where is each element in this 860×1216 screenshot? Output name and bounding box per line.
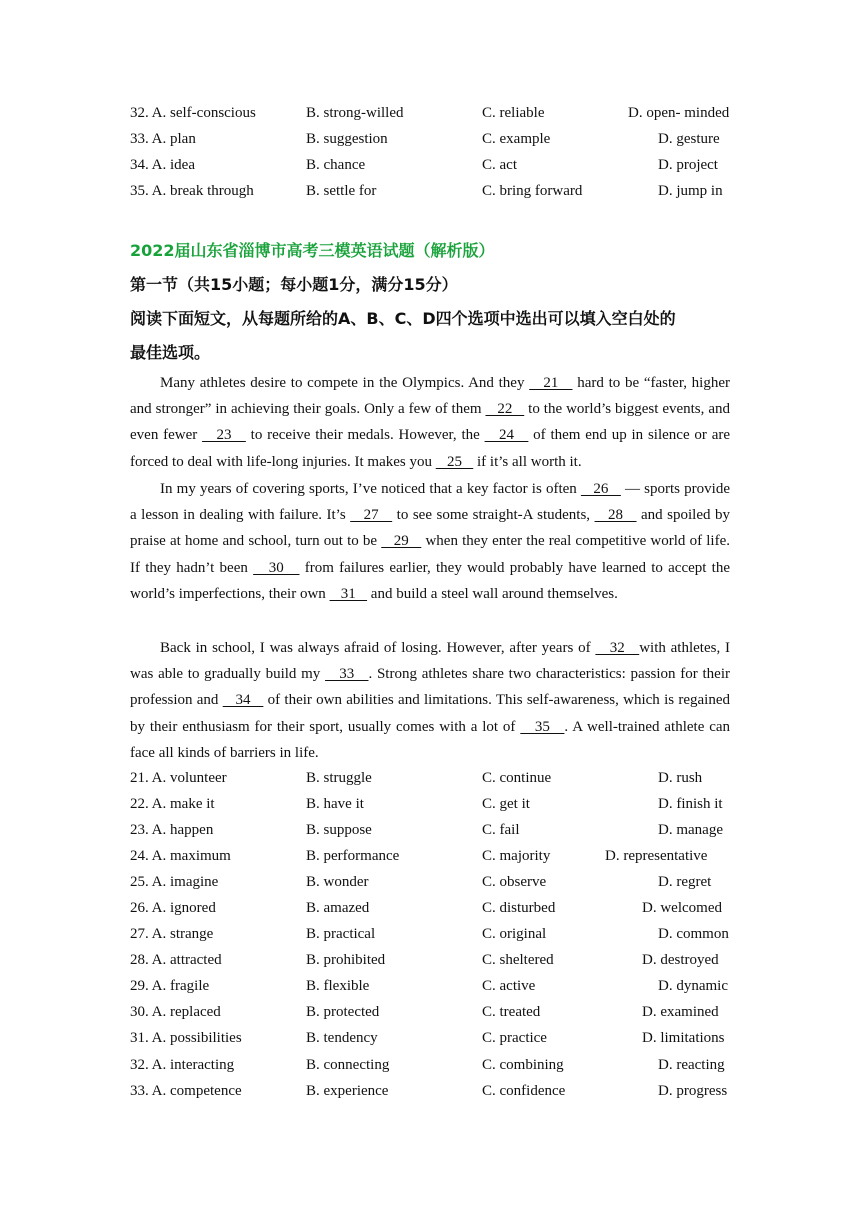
option-d: D. reacting — [658, 1057, 725, 1073]
option-c: C. observe — [482, 874, 547, 890]
option-row-23 — [0, 817, 860, 843]
blank-34: 34 — [222, 692, 264, 709]
option-row-25 — [0, 869, 860, 895]
option-a: 21. A. volunteer — [130, 770, 227, 786]
option-d: D. dynamic — [658, 978, 728, 994]
option-row-32 — [0, 1052, 860, 1078]
option-b: B. suggestion — [306, 131, 388, 147]
option-a: 27. A. strange — [130, 926, 214, 942]
option-c: C. fail — [482, 822, 520, 838]
option-a: 29. A. fragile — [130, 978, 210, 994]
passage-paragraph-1: Many athletes desire to compete in the Olympics. And they 21 hard to be “faster, higher and stronger” in achieving their goals. Only a few of them 22 to the world’s biggest events, and even fewer 23 to receive their medals. However, the 24 of them end up in silence or are forced to deal with life-long injuries. It makes you 25 if it’s all worth it. — [130, 375, 731, 470]
option-row-31 — [0, 1025, 860, 1051]
instruction-line-1: 阅读下面短文，从每题所给的A、B、C、D四个选项中选出可以填入空白处的 — [130, 309, 676, 328]
option-row-top-33 — [0, 126, 860, 152]
option-d: D. project — [658, 157, 718, 173]
blank-24: 24 — [484, 427, 529, 444]
option-row-33 — [0, 1078, 860, 1104]
option-b: B. protected — [306, 1004, 380, 1020]
option-row-29 — [0, 973, 860, 999]
option-c: C. get it — [482, 796, 530, 812]
option-b: B. performance — [306, 848, 400, 864]
option-d: D. limitations — [642, 1030, 725, 1046]
blank-22: 22 — [485, 401, 525, 418]
option-b: B. strong-willed — [306, 105, 404, 121]
blank-29: 29 — [381, 533, 422, 550]
option-b: B. amazed — [306, 900, 370, 916]
option-c: C. active — [482, 978, 536, 994]
option-d: D. regret — [658, 874, 712, 890]
blank-31: 31 — [329, 585, 368, 602]
option-b: B. suppose — [306, 822, 372, 838]
option-c: C. combining — [482, 1057, 564, 1073]
option-c: C. continue — [482, 770, 552, 786]
option-a: 22. A. make it — [130, 796, 215, 812]
option-d: D. rush — [658, 770, 703, 786]
option-row-26 — [0, 895, 860, 921]
option-row-top-34 — [0, 152, 860, 178]
option-c: C. disturbed — [482, 900, 556, 916]
option-c: C. example — [482, 131, 551, 147]
option-a: 28. A. attracted — [130, 952, 222, 968]
option-d: D. open- minded — [628, 105, 730, 121]
option-b: B. prohibited — [306, 952, 386, 968]
option-b: B. tendency — [306, 1030, 378, 1046]
option-c: C. act — [482, 157, 517, 173]
passage-paragraph-2: In my years of covering sports, I’ve noticed that a key factor is often 26 — sports provide a lesson in dealing with failure. It’s 27 to see some straight-A students, 28 and spoiled by praise at home and school, turn out to be 29 when they enter the real competitive world of life. If they hadn’t been 30 from failures earlier, they would probably have learned to accept the world’s imperfections, their own 31 and build a steel wall around themselves. — [130, 481, 731, 602]
option-c: C. reliable — [482, 105, 545, 121]
option-c: C. confidence — [482, 1083, 566, 1099]
option-c: C. original — [482, 926, 547, 942]
option-b: B. experience — [306, 1083, 389, 1099]
option-d: D. manage — [658, 822, 723, 838]
option-c: C. majority — [482, 848, 551, 864]
blank-26: 26 — [580, 481, 621, 497]
option-d: D. finish it — [658, 796, 723, 812]
blank-30: 30 — [253, 559, 300, 576]
blank-33: 33 — [325, 666, 369, 683]
option-d: D. gesture — [658, 131, 720, 147]
option-a: 33. A. plan — [130, 131, 196, 147]
option-d: D. representative — [605, 848, 708, 864]
option-a: 34. A. idea — [130, 157, 195, 173]
option-a: 25. A. imagine — [130, 874, 219, 890]
blank-28: 28 — [594, 507, 637, 524]
passage-paragraph-3: Back in school, I was always afraid of losing. However, after years of 32 with athletes, I was able to gradually build my 33 . Strong athletes share two characteristics: passion for their profession and 34 of their own abilities and limitations. This self-awareness, which is regained by their enthusiasm for their sport, usually comes with a lot of 35 . A well-trained athlete can face all kinds of barriers in life. — [130, 640, 731, 761]
option-a: 26. A. ignored — [130, 900, 216, 916]
option-row-30 — [0, 999, 860, 1025]
option-b: B. settle for — [306, 183, 377, 199]
option-d: D. examined — [642, 1004, 719, 1020]
option-c: C. treated — [482, 1004, 541, 1020]
option-b: B. have it — [306, 796, 364, 812]
option-row-28 — [0, 947, 860, 973]
option-c: C. sheltered — [482, 952, 554, 968]
option-a: 23. A. happen — [130, 822, 214, 838]
blank-21: 21 — [529, 375, 573, 391]
option-b: B. practical — [306, 926, 376, 942]
option-row-top-35 — [0, 178, 860, 204]
option-row-21 — [0, 765, 860, 791]
section-header: 第一节（共15小题；每小题1分，满分15分） — [130, 275, 458, 294]
blank-35: 35 — [520, 718, 565, 735]
blank-32: 32 — [595, 640, 640, 656]
option-b: B. flexible — [306, 978, 370, 994]
option-a: 33. A. competence — [130, 1083, 242, 1099]
option-d: D. progress — [658, 1083, 728, 1099]
blank-27: 27 — [350, 507, 393, 524]
option-row-top-32 — [0, 100, 860, 126]
option-a: 24. A. maximum — [130, 848, 231, 864]
option-row-22 — [0, 791, 860, 817]
option-row-24 — [0, 843, 860, 869]
option-a: 35. A. break through — [130, 183, 254, 199]
option-d: D. welcomed — [642, 900, 722, 916]
instruction-line-2: 最佳选项。 — [130, 343, 211, 362]
option-a: 31. A. possibilities — [130, 1030, 242, 1046]
option-b: B. connecting — [306, 1057, 390, 1073]
option-b: B. chance — [306, 157, 366, 173]
option-a: 32. A. self-conscious — [130, 105, 256, 121]
option-c: C. bring forward — [482, 183, 583, 199]
exam-title: 2022届山东省淄博市高考三模英语试题（解析版） — [130, 241, 495, 260]
blank-23: 23 — [202, 427, 246, 444]
option-b: B. wonder — [306, 874, 369, 890]
option-c: C. practice — [482, 1030, 547, 1046]
blank-25: 25 — [435, 453, 474, 470]
option-d: D. destroyed — [642, 952, 719, 968]
option-d: D. jump in — [658, 183, 723, 199]
option-a: 32. A. interacting — [130, 1057, 235, 1073]
option-a: 30. A. replaced — [130, 1004, 221, 1020]
option-d: D. common — [658, 926, 729, 942]
option-row-27 — [0, 921, 860, 947]
option-b: B. struggle — [306, 770, 372, 786]
